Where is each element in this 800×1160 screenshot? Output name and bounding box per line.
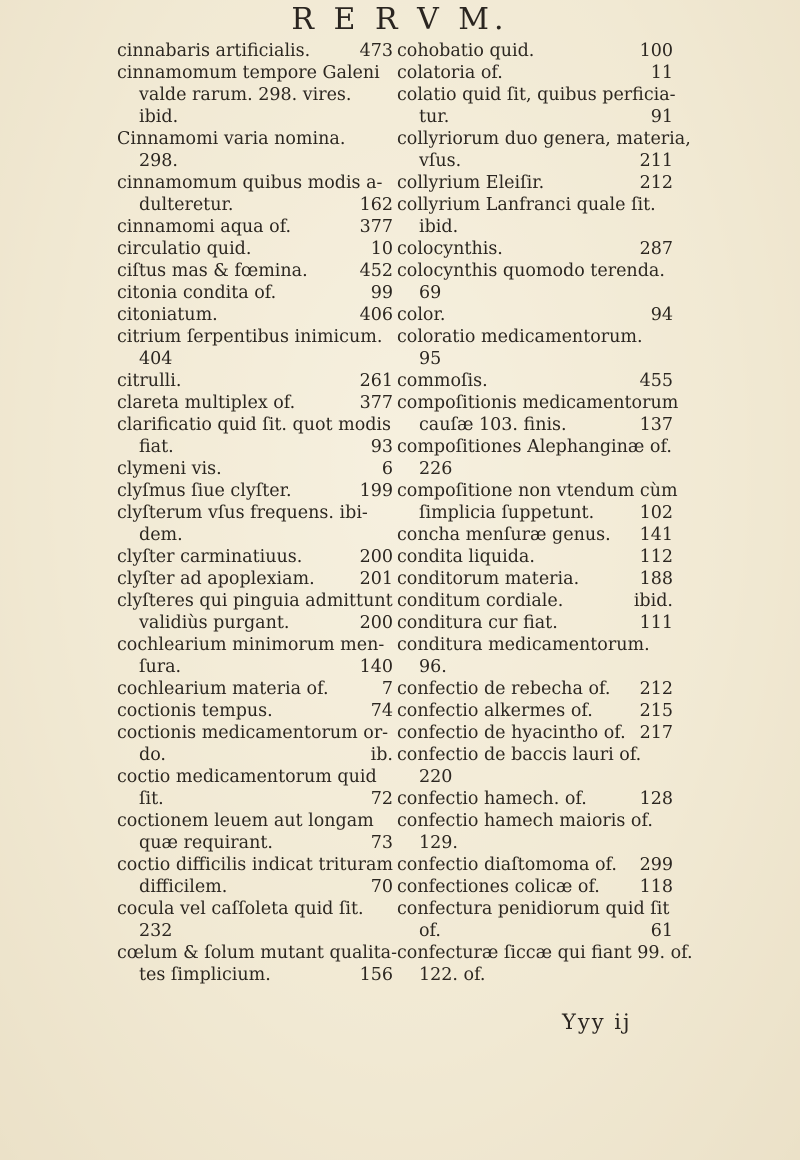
entry-page-number: 217 — [639, 723, 673, 743]
entry-text: confectio de baccis lauri of. — [397, 745, 642, 765]
entry-text: ſit. — [139, 789, 164, 809]
index-entry — [397, 788, 679, 810]
entry-text: coctionem leuem aut longam — [117, 811, 374, 831]
entry-page-number: 473 — [359, 41, 393, 61]
index-entry — [117, 744, 399, 766]
entry-text: citoniatum. — [117, 305, 218, 325]
index-entry — [397, 722, 679, 744]
entry-text: colatio quid ſit, quibus perficia- — [397, 85, 676, 105]
entry-page-number: 299 — [639, 855, 673, 875]
entry-page-number: 377 — [359, 217, 393, 237]
index-entry — [117, 260, 399, 282]
index-entry — [117, 590, 399, 612]
entry-text: valde rarum. 298. vires. — [139, 85, 352, 105]
index-entry — [117, 612, 399, 634]
index-entry — [117, 898, 399, 920]
entry-page-number: 102 — [639, 503, 673, 523]
index-entry — [397, 480, 679, 502]
entry-text: collyrium Lanfranci quale ſit. — [397, 195, 656, 215]
index-entry — [397, 106, 679, 128]
index-entry — [397, 876, 679, 898]
entry-page-number: 287 — [639, 239, 673, 259]
entry-text: cauſæ 103. finis. — [419, 415, 567, 435]
entry-text: coctionis tempus. — [117, 701, 273, 721]
entry-page-number: 112 — [639, 547, 673, 567]
entry-page-number: 141 — [639, 525, 673, 545]
entry-text: colocynthis quomodo terenda. — [397, 261, 665, 281]
entry-text: citrulli. — [117, 371, 182, 391]
index-entry — [397, 678, 679, 700]
entry-text: confectio de hyacintho of. — [397, 723, 626, 743]
index-entry — [397, 942, 693, 964]
index-entry — [117, 216, 399, 238]
index-entry — [117, 326, 399, 348]
index-entry — [397, 370, 679, 392]
index-entry — [117, 810, 399, 832]
entry-text: coloratio medicamentorum. — [397, 327, 643, 347]
entry-text: clyſter ad apoplexiam. — [117, 569, 315, 589]
entry-page-number: 406 — [359, 305, 393, 325]
entry-text: conditura medicamentorum. — [397, 635, 650, 655]
index-entry — [117, 546, 399, 568]
entry-text: ibid. — [139, 107, 179, 127]
index-entry — [397, 304, 679, 326]
entry-text: cohobatio quid. — [397, 41, 535, 61]
entry-page-number: 11 — [650, 63, 673, 83]
index-entry — [117, 84, 399, 106]
index-entry — [117, 172, 399, 194]
entry-text: ciſtus mas & fœmina. — [117, 261, 308, 281]
entry-text: confectio hamech maioris of. — [397, 811, 653, 831]
index-entry — [117, 238, 399, 260]
entry-page-number: 211 — [639, 151, 673, 171]
entry-page-number: 137 — [639, 415, 673, 435]
entry-page-number: 10 — [370, 239, 393, 259]
entry-text: compoſitione non vtendum cùm — [397, 481, 678, 501]
entry-text: 404 — [139, 349, 173, 369]
index-entry — [397, 260, 679, 282]
entry-text: colatoria of. — [397, 63, 503, 83]
entry-text: clyſteres qui pinguia admittunt — [117, 591, 393, 611]
entry-page-number: 73 — [370, 833, 393, 853]
entry-text: confectio alkermes of. — [397, 701, 593, 721]
entry-text: collyriorum duo genera, materia, — [397, 129, 691, 149]
index-entry — [397, 832, 679, 854]
index-entry — [117, 766, 399, 788]
entry-text: clyſmus ſiue clyſter. — [117, 481, 292, 501]
entry-text: 232 — [139, 921, 173, 941]
index-entry — [117, 920, 399, 942]
index-entry — [117, 942, 399, 964]
index-entry — [397, 282, 679, 304]
entry-text: cœlum & ſolum mutant qualita- — [117, 943, 397, 963]
entry-text: tur. — [419, 107, 450, 127]
entry-page-number: 111 — [639, 613, 673, 633]
entry-text: 95 — [419, 349, 442, 369]
entry-page-number: 128 — [639, 789, 673, 809]
entry-text: circulatio quid. — [117, 239, 252, 259]
index-entry — [117, 458, 399, 480]
entry-page-number: 200 — [359, 547, 393, 567]
entry-text: clyſterum vſus frequens. ibi- — [117, 503, 368, 523]
entry-text: ibid. — [419, 217, 459, 237]
index-entry — [397, 348, 679, 370]
entry-page-number: 7 — [381, 679, 393, 699]
index-entry — [397, 546, 679, 568]
entry-page-number: 100 — [639, 41, 673, 61]
entry-text: ſura. — [139, 657, 182, 677]
entry-text: commoſis. — [397, 371, 488, 391]
entry-text: compoſitionis medicamentorum — [397, 393, 679, 413]
index-entry — [397, 766, 679, 788]
entry-page-number: 93 — [370, 437, 393, 457]
entry-text: dem. — [139, 525, 183, 545]
entry-text: confectura penidiorum quid ſit — [397, 899, 670, 919]
entry-text: confectio diaſtomoma of. — [397, 855, 617, 875]
entry-text: do. — [139, 745, 166, 765]
index-entry — [117, 282, 399, 304]
entry-text: fiat. — [139, 437, 174, 457]
entry-text: quæ requirant. — [139, 833, 273, 853]
entry-text: 96. — [419, 657, 447, 677]
entry-page-number: 74 — [370, 701, 393, 721]
entry-text: clarificatio quid ſit. quot modis — [117, 415, 392, 435]
entry-page-number: 6 — [381, 459, 393, 479]
entry-text: confectio hamech. of. — [397, 789, 587, 809]
index-entry — [397, 84, 679, 106]
entry-text: 298. — [139, 151, 178, 171]
entry-text: Cinnamomi varia nomina. — [117, 129, 346, 149]
index-entry — [117, 40, 399, 62]
index-entry — [117, 502, 399, 524]
index-entry — [397, 128, 691, 150]
index-entry — [117, 150, 399, 172]
index-entry — [117, 700, 399, 722]
index-entry — [397, 502, 679, 524]
entry-text: colocynthis. — [397, 239, 503, 259]
index-entry — [397, 150, 679, 172]
entry-text: ſimplicia ſuppetunt. — [419, 503, 595, 523]
entry-text: of. — [419, 921, 441, 941]
index-entry — [117, 854, 399, 876]
entry-text: cinnabaris artificialis. — [117, 41, 311, 61]
index-entry — [117, 634, 399, 656]
entry-text: citonia condita of. — [117, 283, 277, 303]
entry-text: 220 — [419, 767, 453, 787]
entry-text: 122. of. — [419, 965, 486, 985]
index-entry — [117, 524, 399, 546]
entry-text: clymeni vis. — [117, 459, 222, 479]
entry-text: conditorum materia. — [397, 569, 580, 589]
entry-page-number: 455 — [639, 371, 673, 391]
entry-text: clyſter carminatiuus. — [117, 547, 303, 567]
entry-text: coctio medicamentorum quid — [117, 767, 377, 787]
index-entry — [117, 128, 399, 150]
entry-page-number: ib. — [370, 745, 393, 765]
index-entry — [117, 106, 399, 128]
entry-text: confectiones colicæ of. — [397, 877, 600, 897]
entry-page-number: 215 — [639, 701, 673, 721]
entry-page-number: 201 — [359, 569, 393, 589]
index-entry — [397, 524, 679, 546]
entry-page-number: 118 — [639, 877, 673, 897]
entry-page-number: 200 — [359, 613, 393, 633]
index-entry — [397, 744, 679, 766]
entry-text: conditura cur fiat. — [397, 613, 558, 633]
index-entry — [397, 326, 679, 348]
index-entry — [397, 700, 679, 722]
entry-page-number: 261 — [359, 371, 393, 391]
index-entry — [397, 656, 679, 678]
index-entry — [397, 216, 679, 238]
index-entry — [397, 964, 679, 986]
index-entry — [117, 414, 399, 436]
index-entry — [117, 480, 399, 502]
index-entry — [117, 304, 399, 326]
index-entry — [397, 436, 679, 458]
entry-page-number: 452 — [359, 261, 393, 281]
entry-text: compoſitiones Alephanginæ of. — [397, 437, 672, 457]
running-header: R E R V M. — [291, 2, 509, 37]
entry-text: color. — [397, 305, 446, 325]
index-entry — [397, 40, 679, 62]
index-entry — [117, 876, 399, 898]
index-entry — [397, 194, 679, 216]
index-entry — [397, 172, 679, 194]
index-entry — [397, 62, 679, 84]
index-entry — [117, 436, 399, 458]
index-entry — [397, 392, 679, 414]
signature-mark: Yyy ij — [562, 1010, 632, 1034]
index-entry — [117, 788, 399, 810]
entry-text: dulteretur. — [139, 195, 234, 215]
entry-page-number: 140 — [359, 657, 393, 677]
entry-text: clareta multiplex of. — [117, 393, 296, 413]
index-entry — [117, 722, 399, 744]
entry-page-number: 199 — [359, 481, 393, 501]
index-entry — [117, 392, 399, 414]
index-entry — [397, 898, 679, 920]
index-column-right — [397, 40, 693, 986]
entry-page-number: 61 — [650, 921, 673, 941]
entry-text: conditum cordiale. — [397, 591, 564, 611]
entry-text: cinnamomi aqua of. — [117, 217, 292, 237]
index-column-left — [117, 40, 399, 986]
index-entry — [397, 568, 679, 590]
index-entry — [117, 348, 399, 370]
index-entry — [397, 854, 679, 876]
entry-text: cinnamomum tempore Galeni — [117, 63, 380, 83]
entry-text: cocula vel caſſoleta quid ſit. — [117, 899, 364, 919]
index-entry — [117, 832, 399, 854]
index-entry — [117, 678, 399, 700]
entry-page-number: 70 — [370, 877, 393, 897]
entry-text: cinnamomum quibus modis a- — [117, 173, 383, 193]
index-entry — [117, 62, 399, 84]
entry-text: coctio difficilis indicat trituram — [117, 855, 394, 875]
entry-page-number: 212 — [639, 679, 673, 699]
entry-text: cochlearium minimorum men- — [117, 635, 385, 655]
index-entry — [397, 920, 679, 942]
index-entry — [397, 414, 679, 436]
entry-text: collyrium Eleiſir. — [397, 173, 545, 193]
entry-page-number: 99 — [370, 283, 393, 303]
entry-text: difficilem. — [139, 877, 228, 897]
entry-page-number: 162 — [359, 195, 393, 215]
index-entry — [397, 810, 679, 832]
index-entry — [117, 964, 399, 986]
index-entry — [117, 370, 399, 392]
entry-text: confectio de rebecha of. — [397, 679, 611, 699]
entry-text: confecturæ ſiccæ qui fiant 99. of. — [397, 943, 693, 963]
entry-text: condita liquida. — [397, 547, 535, 567]
entry-page-number: 188 — [639, 569, 673, 589]
index-entry — [397, 238, 679, 260]
entry-text: 129. — [419, 833, 458, 853]
entry-text: coctionis medicamentorum or- — [117, 723, 389, 743]
entry-text: cochlearium materia of. — [117, 679, 329, 699]
index-entry — [117, 568, 399, 590]
entry-page-number: 156 — [359, 965, 393, 985]
entry-page-number: 94 — [650, 305, 673, 325]
entry-text: validiùs purgant. — [139, 613, 290, 633]
index-entry — [397, 458, 679, 480]
entry-text: vſus. — [419, 151, 462, 171]
entry-text: 226 — [419, 459, 453, 479]
index-entry — [397, 612, 679, 634]
index-entry — [117, 656, 399, 678]
entry-text: 69 — [419, 283, 442, 303]
entry-page-number: 212 — [639, 173, 673, 193]
index-entry — [397, 590, 679, 612]
entry-page-number: 91 — [650, 107, 673, 127]
entry-page-number: 377 — [359, 393, 393, 413]
entry-text: concha menſuræ genus. — [397, 525, 611, 545]
index-entry — [397, 634, 679, 656]
entry-page-number: 72 — [370, 789, 393, 809]
entry-text: tes ſimplicium. — [139, 965, 271, 985]
entry-text: citrium ſerpentibus inimicum. — [117, 327, 383, 347]
entry-page-number: ibid. — [633, 591, 673, 611]
index-entry — [117, 194, 399, 216]
